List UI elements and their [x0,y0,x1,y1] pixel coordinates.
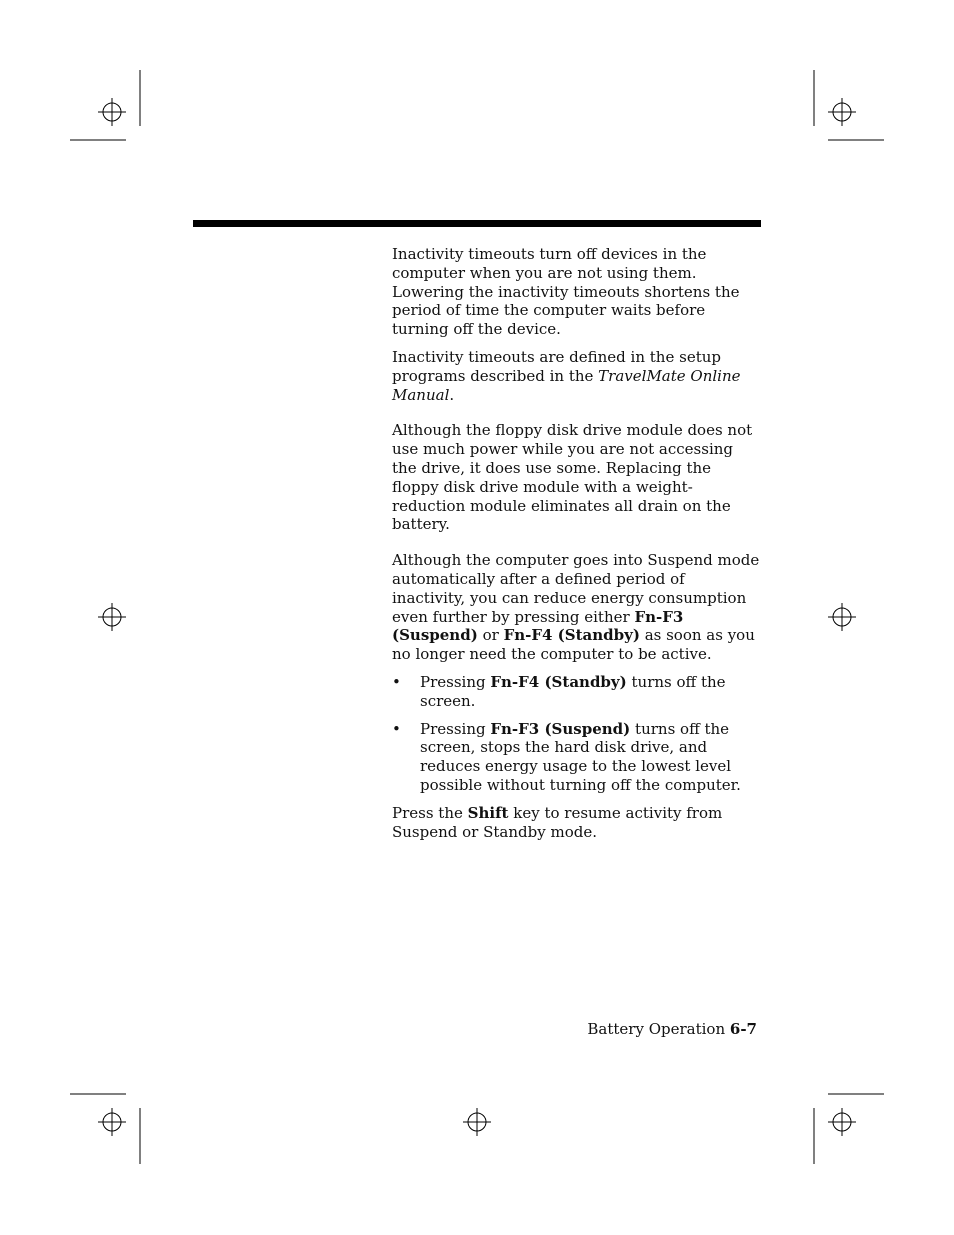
list-item-suspend: • Pressing Fn-F3 (Suspend) turns off the screen, stops the hard disk drive, and reduces energy usage to the lowest level possible without turning off the computer. [392,719,741,794]
bullet-marker: • [392,719,401,738]
key-fn-f3: Fn-F3 (Suspend) [392,607,684,645]
page-number: 6-7 [729,1020,757,1038]
list-item-standby: • Pressing Fn-F4 (Standby) turns off the screen. [392,672,726,710]
key-shift: Shift [467,803,509,822]
header-rule [193,220,761,227]
paragraph-floppy-module: Although the floppy disk drive module does not use much power while you are not accessing the drive, it does use some. Replacing the floppy disk drive module with a weight-reduction module eliminates all drain on the battery. [392,421,753,534]
paragraph-inactivity-timeouts: Inactivity timeouts turn off devices in the computer when you are not using them. Lowering the inactivity timeouts shortens the period of time the computer waits before turning off the device. [392,245,740,339]
bullet-marker: • [392,672,401,691]
page-footer [587,1020,757,1038]
paragraph-setup-programs: Inactivity timeouts are defined in the setup programs described in the TravelMate Online Manual. [392,347,741,404]
key-fn-f4: Fn-F4 (Standby) [503,626,640,645]
paragraph-resume-activity: Press the Shift key to resume activity from Suspend or Standby mode. [392,803,723,841]
body-text [392,245,762,841]
manual-title: TravelMate Online Manual [392,366,741,404]
paragraph-suspend-mode: Although the computer goes into Suspend mode automatically after a defined period of inactivity, you can reduce energy consumption even further by pressing either Fn-F3 (Suspend) or Fn-F4 (Standby) as soon as you no longer need the computer to be active. [392,551,760,664]
footer-section: Battery Operation [587,1020,730,1038]
